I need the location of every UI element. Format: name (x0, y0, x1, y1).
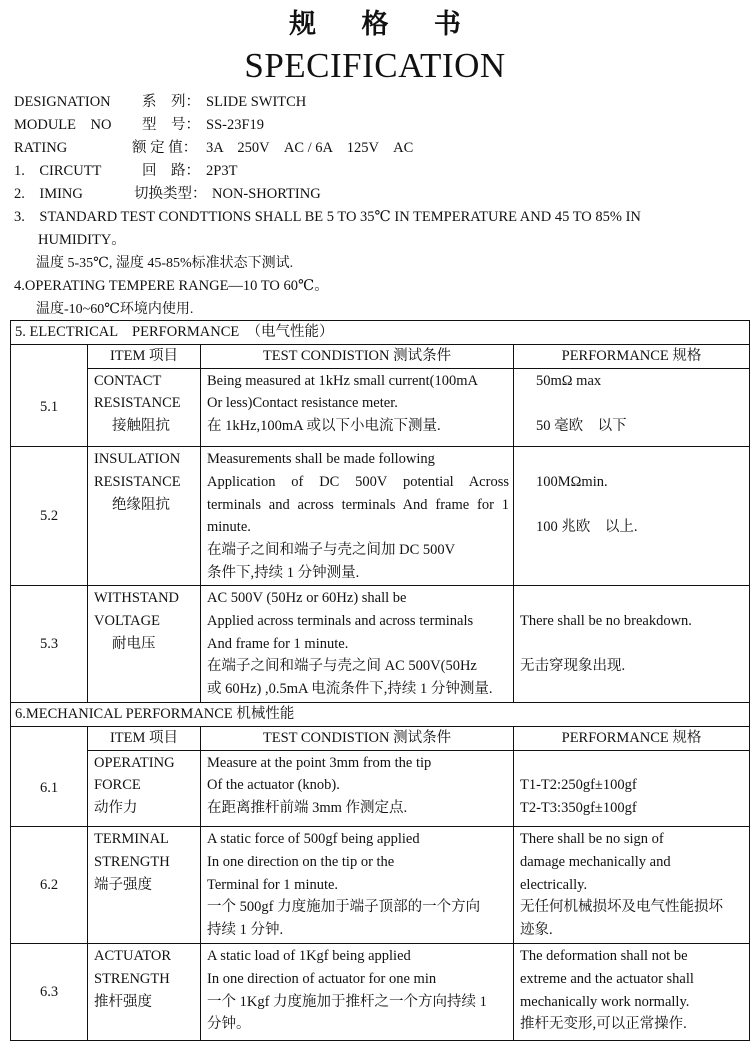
timing-label: 2. IMING (14, 186, 83, 202)
row-number: 5.1 (11, 368, 88, 447)
document-title-cn: 规 格 书 (289, 9, 479, 40)
item-line: STRENGTH (94, 853, 170, 870)
item-cell (88, 447, 201, 586)
condition-line: 在距离推杆前端 3mm 作测定点. (207, 800, 408, 817)
module-line (14, 114, 736, 137)
row-number: 6.2 (11, 827, 88, 944)
mechanical-section-title: 6.MECHANICAL PERFORMANCE 机械性能 (11, 703, 750, 727)
item-line: INSULATION (94, 451, 181, 468)
item-cell (88, 368, 201, 447)
performance-cell (514, 368, 750, 447)
condition-cell (201, 447, 514, 586)
condition-line: 或 60Hz) ,0.5mA 电流条件下,持续 1 分钟测量. (207, 681, 493, 698)
condition-line: 条件下,持续 1 分钟测量. (207, 565, 360, 582)
condition-line: 持续 1 分钟. (207, 922, 284, 939)
item-line: STRENGTH (94, 970, 170, 987)
electrical-num-header (11, 344, 88, 368)
rating-label-cn: 额 定 值： (132, 140, 198, 156)
condition-line: A static load of 1Kgf being applied (207, 948, 411, 965)
performance-line (536, 494, 749, 517)
row-number: 6.1 (11, 750, 88, 827)
performance-line: T1-T2:250gf±100gf (520, 777, 637, 794)
condition-line: minute. (207, 519, 251, 536)
table-row (11, 368, 750, 447)
condition-line: 在 1kHz,100mA 或以下小电流下测量. (207, 418, 441, 435)
item-line: 动作力 (94, 800, 138, 817)
note4: 4.OPERATING TEMPERE RANGE—10 TO 60℃。 (14, 278, 329, 294)
condition-cell (201, 368, 514, 447)
condition-line: In one direction of actuator for one min (207, 970, 437, 987)
performance-line (520, 587, 749, 610)
performance-line (536, 392, 749, 415)
performance-line: T2-T3:350gf±100gf (520, 800, 637, 817)
spec-header (14, 91, 736, 321)
electrical-table (10, 320, 750, 703)
timing-label-cn: 切换类型： (134, 186, 207, 202)
circuit-value: 2P3T (206, 163, 238, 179)
electrical-section-title: 5. ELECTRICAL PERFORMANCE （电气性能） (11, 321, 750, 345)
designation-value: SLIDE SWITCH (206, 94, 307, 110)
row-number: 5.3 (11, 586, 88, 703)
module-label-cn: 型 号： (142, 117, 200, 133)
performance-line: 无击穿现象出现. (520, 658, 626, 675)
circuit-label-cn: 回 路： (142, 163, 200, 179)
condition-line: And frame for 1 minute. (207, 635, 349, 652)
item-line: WITHSTAND (94, 590, 180, 607)
performance-line: There shall be no sign of (520, 831, 664, 848)
performance-cell (514, 944, 750, 1041)
performance-line: 50 毫欧 以下 (536, 418, 627, 435)
mechanical-col-cond: TEST CONDISTION 测试条件 (201, 726, 514, 750)
table-row (11, 750, 750, 827)
condition-line: Application of DC 500V potential Across (207, 473, 509, 490)
item-line: RESISTANCE (94, 473, 181, 490)
condition-line: Or less)Contact resistance meter. (207, 395, 398, 412)
item-line: 端子强度 (94, 876, 152, 893)
note3-line1: 3. STANDARD TEST CONDTTIONS SHALL BE 5 TO 35℃ IN TEMPERATURE AND 45 TO 85% IN (14, 209, 641, 225)
item-cell (88, 750, 201, 827)
performance-line: damage mechanically and (520, 853, 671, 870)
electrical-col-item: ITEM 项目 (88, 344, 201, 368)
rating-line (14, 137, 736, 160)
performance-line: The deformation shall not be (520, 948, 688, 965)
mechanical-table (10, 702, 750, 1041)
performance-line: 无任何机械损坏及电气性能损坏 (520, 899, 723, 916)
electrical-col-cond: TEST CONDISTION 测试条件 (201, 344, 514, 368)
item-cell (88, 944, 201, 1041)
item-line: VOLTAGE (94, 612, 160, 629)
timing-line (14, 183, 736, 206)
performance-line: 100 兆欧 以上. (536, 519, 638, 536)
item-line: 绝缘阻抗 (112, 496, 170, 513)
designation-label: DESIGNATION (14, 94, 111, 110)
condition-line: 一个 1Kgf 力度施加于推杆之一个方向持续 1 (207, 993, 487, 1010)
document-title-en: SPECIFICATION (244, 46, 506, 85)
performance-line: 迹象. (520, 922, 553, 939)
mechanical-col-perf: PERFORMANCE 规格 (514, 726, 750, 750)
row-number: 6.3 (11, 944, 88, 1041)
table-row (11, 944, 750, 1041)
performance-line (520, 633, 749, 656)
condition-line: A static force of 500gf being applied (207, 831, 420, 848)
performance-cell (514, 827, 750, 944)
timing-value: NON-SHORTING (212, 186, 321, 202)
table-row (11, 586, 750, 703)
condition-line: Of the actuator (knob). (207, 777, 340, 794)
condition-line: Measurements shall be made following (207, 451, 435, 468)
performance-line: There shall be no breakdown. (520, 612, 692, 629)
designation-label-cn: 系 列： (142, 94, 200, 110)
item-line: CONTACT (94, 372, 162, 389)
electrical-col-perf: PERFORMANCE 规格 (514, 344, 750, 368)
performance-line: electrically. (520, 876, 588, 893)
condition-cell (201, 827, 514, 944)
performance-line: 50mΩ max (536, 372, 602, 389)
condition-cell (201, 944, 514, 1041)
performance-cell (514, 586, 750, 703)
note3-line2: HUMIDITY。 (38, 232, 126, 248)
table-row (11, 827, 750, 944)
condition-line: 在端子之间和端子与壳之间 AC 500V(50Hz (207, 658, 477, 675)
mechanical-num-header (11, 726, 88, 750)
condition-line: terminals and across terminals And frame for 1 (207, 496, 509, 513)
condition-line: Being measured at 1kHz small current(100mA (207, 372, 478, 389)
mechanical-col-item: ITEM 项目 (88, 726, 201, 750)
table-row (11, 447, 750, 586)
item-cell (88, 586, 201, 703)
item-line: ACTUATOR (94, 948, 172, 965)
condition-line: Applied across terminals and across terminals (207, 612, 474, 629)
module-value: SS-23F19 (206, 117, 265, 133)
item-cell (88, 827, 201, 944)
condition-line: 分钟。 (207, 1016, 251, 1033)
item-line: 耐电压 (112, 635, 156, 652)
performance-line: 100MΩmin. (536, 473, 608, 490)
performance-line: mechanically work normally. (520, 993, 690, 1010)
item-line: TERMINAL (94, 831, 169, 848)
note4-cn: 温度-10~60℃环境内使用. (36, 302, 194, 317)
performance-line (520, 752, 749, 775)
condition-line: 一个 500gf 力度施加于端子顶部的一个方向 (207, 899, 481, 916)
condition-cell (201, 750, 514, 827)
item-line: 接触阻抗 (112, 418, 170, 435)
performance-cell (514, 750, 750, 827)
item-line: OPERATING (94, 754, 175, 771)
note3-cn: 温度 5-35℃, 湿度 45-85%标准状态下测试. (36, 256, 294, 271)
module-label: MODULE NO (14, 117, 112, 133)
rating-value: 3A 250V AC / 6A 125V AC (206, 140, 414, 156)
performance-line: 推杆无变形,可以正常操作. (520, 1016, 687, 1033)
item-line: 推杆强度 (94, 993, 152, 1010)
condition-line: AC 500V (50Hz or 60Hz) shall be (207, 590, 407, 607)
row-number: 5.2 (11, 447, 88, 586)
item-line: RESISTANCE (94, 395, 181, 412)
condition-cell (201, 586, 514, 703)
rating-label: RATING (14, 140, 68, 156)
performance-line (536, 448, 749, 471)
condition-line: Terminal for 1 minute. (207, 876, 339, 893)
condition-line: 在端子之间和端子与壳之间加 DC 500V (207, 542, 456, 559)
item-line: FORCE (94, 777, 141, 794)
performance-cell (514, 447, 750, 586)
circuit-label: 1. CIRCUTT (14, 163, 102, 179)
performance-line: extreme and the actuator shall (520, 970, 694, 987)
designation-line (14, 91, 736, 114)
condition-line: Measure at the point 3mm from the tip (207, 754, 432, 771)
condition-line: In one direction on the tip or the (207, 853, 395, 870)
circuit-line (14, 160, 736, 183)
